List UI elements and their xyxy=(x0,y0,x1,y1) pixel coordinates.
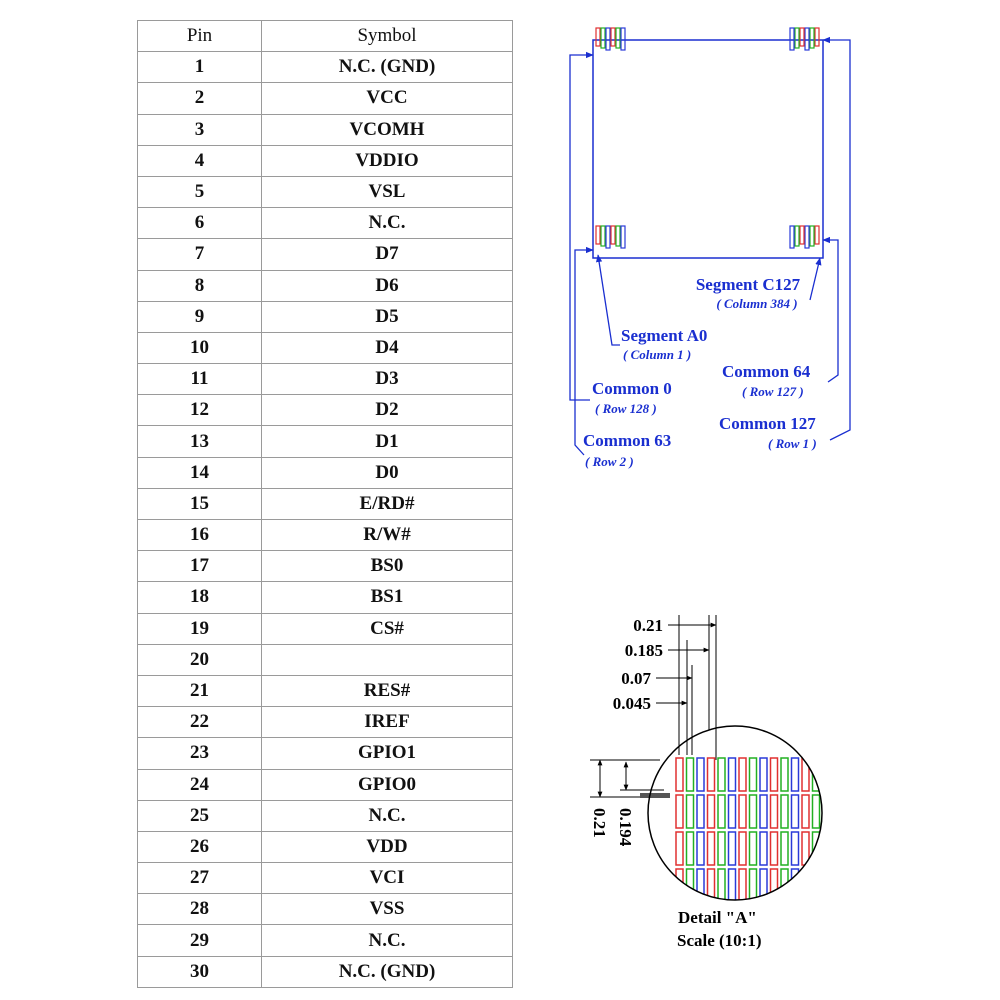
common-63-label: Common 63 xyxy=(583,431,672,450)
pin-symbol: VDDIO xyxy=(262,145,513,176)
subpixel xyxy=(810,226,814,246)
dim-side-0194-label: 0.194 xyxy=(616,808,635,847)
detail-subpixel xyxy=(729,758,736,791)
subpixel xyxy=(805,28,809,50)
pin-symbol: N.C. (GND) xyxy=(262,52,513,83)
subpixel xyxy=(596,28,600,46)
pin-symbol: CS# xyxy=(262,613,513,644)
subpixel xyxy=(815,28,819,46)
pin-symbol: D1 xyxy=(262,426,513,457)
pin-number: 28 xyxy=(138,894,262,925)
common-64-label: Common 64 xyxy=(722,362,811,381)
pin-header: Pin xyxy=(138,21,262,52)
table-row xyxy=(138,395,513,426)
table-row xyxy=(138,364,513,395)
detail-subpixel xyxy=(760,795,767,828)
pin-symbol: VSL xyxy=(262,176,513,207)
table-header-row xyxy=(138,21,513,52)
detail-subpixel xyxy=(739,795,746,828)
table-row xyxy=(138,613,513,644)
pin-symbol: D6 xyxy=(262,270,513,301)
pin-number: 22 xyxy=(138,707,262,738)
subpixel xyxy=(790,28,794,50)
subpixel xyxy=(596,226,600,244)
table-row xyxy=(138,114,513,145)
table-row xyxy=(138,956,513,987)
display-outline xyxy=(593,40,823,258)
detail-subpixel xyxy=(802,758,809,791)
detail-subpixel xyxy=(750,758,757,791)
segment-c127-sublabel: ( Column 384 ) xyxy=(716,296,798,311)
detail-subpixel xyxy=(687,758,694,791)
detail-subpixel xyxy=(771,906,778,939)
table-row xyxy=(138,332,513,363)
detail-subpixel xyxy=(813,758,820,791)
detail-subpixel xyxy=(813,795,820,828)
common-0-sublabel: ( Row 128 ) xyxy=(595,401,657,416)
common-64-sublabel: ( Row 127 ) xyxy=(742,384,804,399)
pin-symbol: D4 xyxy=(262,332,513,363)
table-row xyxy=(138,83,513,114)
pin-symbol: R/W# xyxy=(262,520,513,551)
detail-subpixel xyxy=(708,869,715,902)
detail-subpixel xyxy=(771,758,778,791)
pin-number: 16 xyxy=(138,520,262,551)
detail-subpixel xyxy=(676,906,683,939)
subpixel xyxy=(795,28,799,48)
detail-subpixel xyxy=(760,906,767,939)
pin-number: 10 xyxy=(138,332,262,363)
detail-subpixel xyxy=(750,906,757,939)
leader-lines xyxy=(570,40,850,455)
table-row xyxy=(138,644,513,675)
detail-pointer-bar xyxy=(640,793,670,798)
detail-subpixel xyxy=(718,869,725,902)
pin-symbol xyxy=(262,644,513,675)
pin-symbol: N.C. xyxy=(262,925,513,956)
common-127-leader xyxy=(823,40,850,440)
detail-subpixel xyxy=(729,795,736,828)
pin-number: 6 xyxy=(138,208,262,239)
table-row xyxy=(138,582,513,613)
dim-0185-label: 0.185 xyxy=(624,641,663,660)
pin-number: 8 xyxy=(138,270,262,301)
table-row xyxy=(138,675,513,706)
pin-symbol: VCI xyxy=(262,863,513,894)
pin-number: 17 xyxy=(138,551,262,582)
table-row xyxy=(138,145,513,176)
detail-subpixel xyxy=(750,869,757,902)
pin-number: 3 xyxy=(138,114,262,145)
detail-subpixel xyxy=(813,906,820,939)
detail-subpixel xyxy=(697,758,704,791)
pin-symbol: BS1 xyxy=(262,582,513,613)
detail-subpixel xyxy=(697,795,704,828)
table-row xyxy=(138,208,513,239)
detail-subpixel xyxy=(760,869,767,902)
subpixel xyxy=(800,28,804,46)
detail-subpixel xyxy=(792,795,799,828)
segment-a0-label: Segment A0 xyxy=(621,326,708,345)
table-row xyxy=(138,551,513,582)
subpixel xyxy=(790,226,794,248)
table-row xyxy=(138,894,513,925)
detail-title: Detail "A" xyxy=(678,908,757,927)
detail-subpixel xyxy=(802,906,809,939)
detail-subpixel xyxy=(708,795,715,828)
pixel-group-top-right xyxy=(790,28,819,50)
pin-symbol: D3 xyxy=(262,364,513,395)
pin-number: 18 xyxy=(138,582,262,613)
detail-subpixel xyxy=(697,906,704,939)
detail-subpixel xyxy=(739,758,746,791)
detail-subpixel xyxy=(708,832,715,865)
symbol-header: Symbol xyxy=(262,21,513,52)
detail-subpixel xyxy=(718,906,725,939)
detail-subpixel xyxy=(792,906,799,939)
detail-subpixel xyxy=(676,869,683,902)
table-row xyxy=(138,457,513,488)
table-row xyxy=(138,831,513,862)
subpixel xyxy=(815,226,819,244)
subpixel xyxy=(616,226,620,246)
pin-number: 24 xyxy=(138,769,262,800)
subpixel xyxy=(611,226,615,244)
pin-number: 29 xyxy=(138,925,262,956)
detail-subpixel xyxy=(676,832,683,865)
detail-subpixel xyxy=(760,832,767,865)
pin-number: 14 xyxy=(138,457,262,488)
pin-number: 21 xyxy=(138,675,262,706)
dim-side-021-label: 0.21 xyxy=(590,808,609,838)
detail-subpixel xyxy=(760,758,767,791)
detail-subpixel xyxy=(771,795,778,828)
subpixel xyxy=(621,226,625,248)
common-63-leader xyxy=(575,250,593,455)
pin-number: 26 xyxy=(138,831,262,862)
detail-subpixel xyxy=(718,832,725,865)
pixel-group-top-left xyxy=(596,28,625,50)
pin-symbol: RES# xyxy=(262,675,513,706)
pin-symbol: GPIO1 xyxy=(262,738,513,769)
subpixel xyxy=(606,226,610,248)
detail-subpixel xyxy=(739,832,746,865)
pin-number: 25 xyxy=(138,800,262,831)
detail-subpixel xyxy=(750,795,757,828)
table-row xyxy=(138,239,513,270)
pixel-group-bottom-right xyxy=(790,226,819,248)
subpixel xyxy=(616,28,620,48)
common-64-leader xyxy=(823,240,838,382)
detail-subpixel xyxy=(708,758,715,791)
subpixel xyxy=(810,28,814,48)
pin-symbol: VDD xyxy=(262,831,513,862)
subpixel xyxy=(805,226,809,248)
pin-number: 9 xyxy=(138,301,262,332)
pin-symbol: N.C. (GND) xyxy=(262,956,513,987)
detail-subpixel xyxy=(718,795,725,828)
detail-subpixel xyxy=(781,832,788,865)
detail-circle xyxy=(648,726,822,900)
pin-symbol: GPIO0 xyxy=(262,769,513,800)
pin-symbol: VSS xyxy=(262,894,513,925)
subpixel xyxy=(795,226,799,246)
pin-symbol: VCOMH xyxy=(262,114,513,145)
table-row xyxy=(138,863,513,894)
detail-subpixel xyxy=(802,832,809,865)
detail-subpixel-grid xyxy=(676,758,820,939)
segment-a0-leader xyxy=(598,255,620,345)
common-63-sublabel: ( Row 2 ) xyxy=(585,454,634,469)
subpixel xyxy=(800,226,804,244)
detail-subpixel xyxy=(687,869,694,902)
common-0-label: Common 0 xyxy=(592,379,672,398)
detail-subpixel xyxy=(813,832,820,865)
pin-number: 12 xyxy=(138,395,262,426)
detail-subpixel xyxy=(729,869,736,902)
detail-subpixel xyxy=(687,906,694,939)
pin-symbol: BS0 xyxy=(262,551,513,582)
pin-number: 27 xyxy=(138,863,262,894)
table-row xyxy=(138,520,513,551)
pixel-group-bottom-left xyxy=(596,226,625,248)
table-row xyxy=(138,707,513,738)
subpixel xyxy=(621,28,625,50)
detail-subpixel xyxy=(802,869,809,902)
detail-subpixel xyxy=(781,869,788,902)
detail-subpixel xyxy=(676,758,683,791)
pin-number: 4 xyxy=(138,145,262,176)
dim-021-label: 0.21 xyxy=(633,616,663,635)
pin-symbol: D7 xyxy=(262,239,513,270)
detail-subpixel xyxy=(781,758,788,791)
table-row xyxy=(138,426,513,457)
pin-number: 1 xyxy=(138,52,262,83)
pin-symbol: D0 xyxy=(262,457,513,488)
dim-0045-label: 0.045 xyxy=(612,694,651,713)
pin-number: 23 xyxy=(138,738,262,769)
pin-symbol: E/RD# xyxy=(262,488,513,519)
detail-subpixel xyxy=(729,832,736,865)
common-127-sublabel: ( Row 1 ) xyxy=(768,436,817,451)
pin-symbol: N.C. xyxy=(262,800,513,831)
pin-table xyxy=(137,20,513,988)
detail-subpixel xyxy=(813,869,820,902)
pin-number: 2 xyxy=(138,83,262,114)
table-row xyxy=(138,270,513,301)
pin-symbol: VCC xyxy=(262,83,513,114)
table-row xyxy=(138,738,513,769)
pin-number: 5 xyxy=(138,176,262,207)
pin-number: 11 xyxy=(138,364,262,395)
pin-number: 30 xyxy=(138,956,262,987)
pin-number: 15 xyxy=(138,488,262,519)
pin-number: 19 xyxy=(138,613,262,644)
detail-subpixel xyxy=(687,795,694,828)
common-0-leader xyxy=(570,55,593,400)
detail-subpixel xyxy=(697,832,704,865)
detail-subpixel xyxy=(687,832,694,865)
detail-scale: Scale (10:1) xyxy=(677,931,762,950)
pin-symbol: D2 xyxy=(262,395,513,426)
dim-007-label: 0.07 xyxy=(621,669,651,688)
subpixel xyxy=(606,28,610,50)
pin-number: 13 xyxy=(138,426,262,457)
detail-subpixel xyxy=(718,758,725,791)
detail-subpixel xyxy=(771,832,778,865)
detail-subpixel xyxy=(676,795,683,828)
segment-c127-label: Segment C127 xyxy=(695,275,801,294)
detail-subpixel xyxy=(708,906,715,939)
segment-c127-leader xyxy=(810,258,820,300)
pin-number: 20 xyxy=(138,644,262,675)
subpixel xyxy=(611,28,615,46)
detail-subpixel xyxy=(697,869,704,902)
detail-subpixel xyxy=(792,832,799,865)
detail-subpixel xyxy=(750,832,757,865)
detail-subpixel xyxy=(729,906,736,939)
table-row xyxy=(138,488,513,519)
segment-a0-sublabel: ( Column 1 ) xyxy=(623,347,692,362)
detail-subpixel xyxy=(781,906,788,939)
table-row xyxy=(138,176,513,207)
table-row xyxy=(138,925,513,956)
detail-subpixel xyxy=(792,869,799,902)
pin-symbol: D5 xyxy=(262,301,513,332)
detail-subpixel xyxy=(771,869,778,902)
pin-number: 7 xyxy=(138,239,262,270)
pin-symbol: N.C. xyxy=(262,208,513,239)
subpixel xyxy=(601,28,605,48)
detail-dimension-lines xyxy=(590,615,716,797)
table-row xyxy=(138,301,513,332)
detail-subpixel xyxy=(739,869,746,902)
common-127-label: Common 127 xyxy=(719,414,816,433)
table-row xyxy=(138,769,513,800)
detail-subpixel xyxy=(781,795,788,828)
pin-symbol: IREF xyxy=(262,707,513,738)
table-row xyxy=(138,52,513,83)
detail-subpixel xyxy=(792,758,799,791)
table-row xyxy=(138,800,513,831)
detail-subpixel xyxy=(739,906,746,939)
subpixel xyxy=(601,226,605,246)
detail-subpixel xyxy=(802,795,809,828)
